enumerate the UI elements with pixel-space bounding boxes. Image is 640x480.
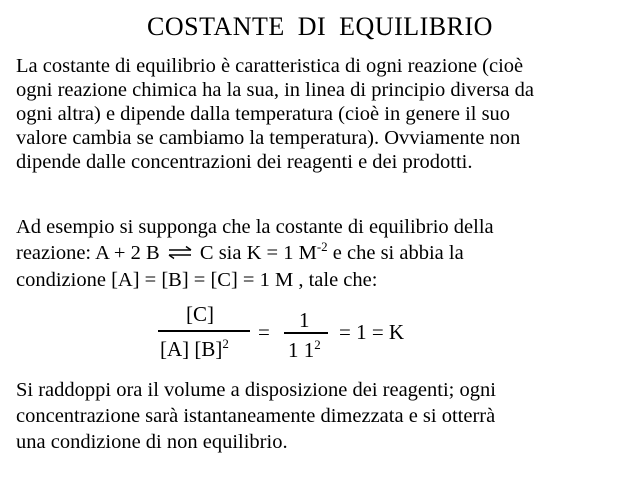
fraction1-denominator-exponent: 2 (222, 336, 229, 351)
fraction1-denominator-base: [A] [B] (160, 337, 223, 361)
equals-sign: = (258, 320, 270, 344)
fraction1-denominator (160, 337, 229, 362)
equilibrium-arrows-icon (167, 245, 193, 261)
equation-result: = 1 = K (339, 320, 405, 344)
page-title: COSTANTE DI EQUILIBRIO (147, 12, 493, 41)
paragraph3-line3: una condizione di non equilibrio. (16, 431, 288, 453)
fraction2-numerator: 1 (299, 308, 310, 332)
reaction-right: C sia K = 1 M (199, 242, 317, 264)
fraction1-bar (158, 330, 250, 332)
paragraph1-line3: ogni altra) e dipende dalla temperatura (cioè in genere il suo (16, 103, 511, 125)
k-exponent: -2 (316, 239, 328, 254)
reaction-tail: e che si abbia la (327, 242, 464, 264)
paragraph2-line2 (16, 241, 464, 265)
paragraph1-line5: dipende dalle concentrazioni dei reagenti e dei prodotti. (16, 151, 473, 173)
paragraph3-line1: Si raddoppi ora il volume a disposizione dei reagenti; ogni (16, 379, 496, 401)
fraction2-denominator (288, 338, 321, 363)
fraction2-denominator-base: 1 1 (288, 338, 315, 362)
paragraph1-line2: ogni reazione chimica ha la sua, in linea di principio diversa da (16, 79, 535, 101)
fraction2-denominator-exponent: 2 (314, 337, 321, 352)
paragraph3-line2: concentrazione sarà istantaneamente dimezzata e si otterrà (16, 405, 496, 427)
fraction1-numerator: [C] (186, 302, 214, 326)
paragraph1-line1: La costante di equilibrio è caratteristica di ogni reazione (cioè (16, 55, 524, 77)
paragraph2-line3: condizione [A] = [B] = [C] = 1 M , tale che: (16, 269, 378, 291)
paragraph2-line1: Ad esempio si supponga che la costante di equilibrio della (16, 216, 494, 238)
reaction-left: reazione: A + 2 B (16, 242, 160, 264)
paragraph1-line4: valore cambia se cambiamo la temperatura). Ovviamente non (16, 127, 521, 149)
fraction2-bar (284, 332, 328, 334)
